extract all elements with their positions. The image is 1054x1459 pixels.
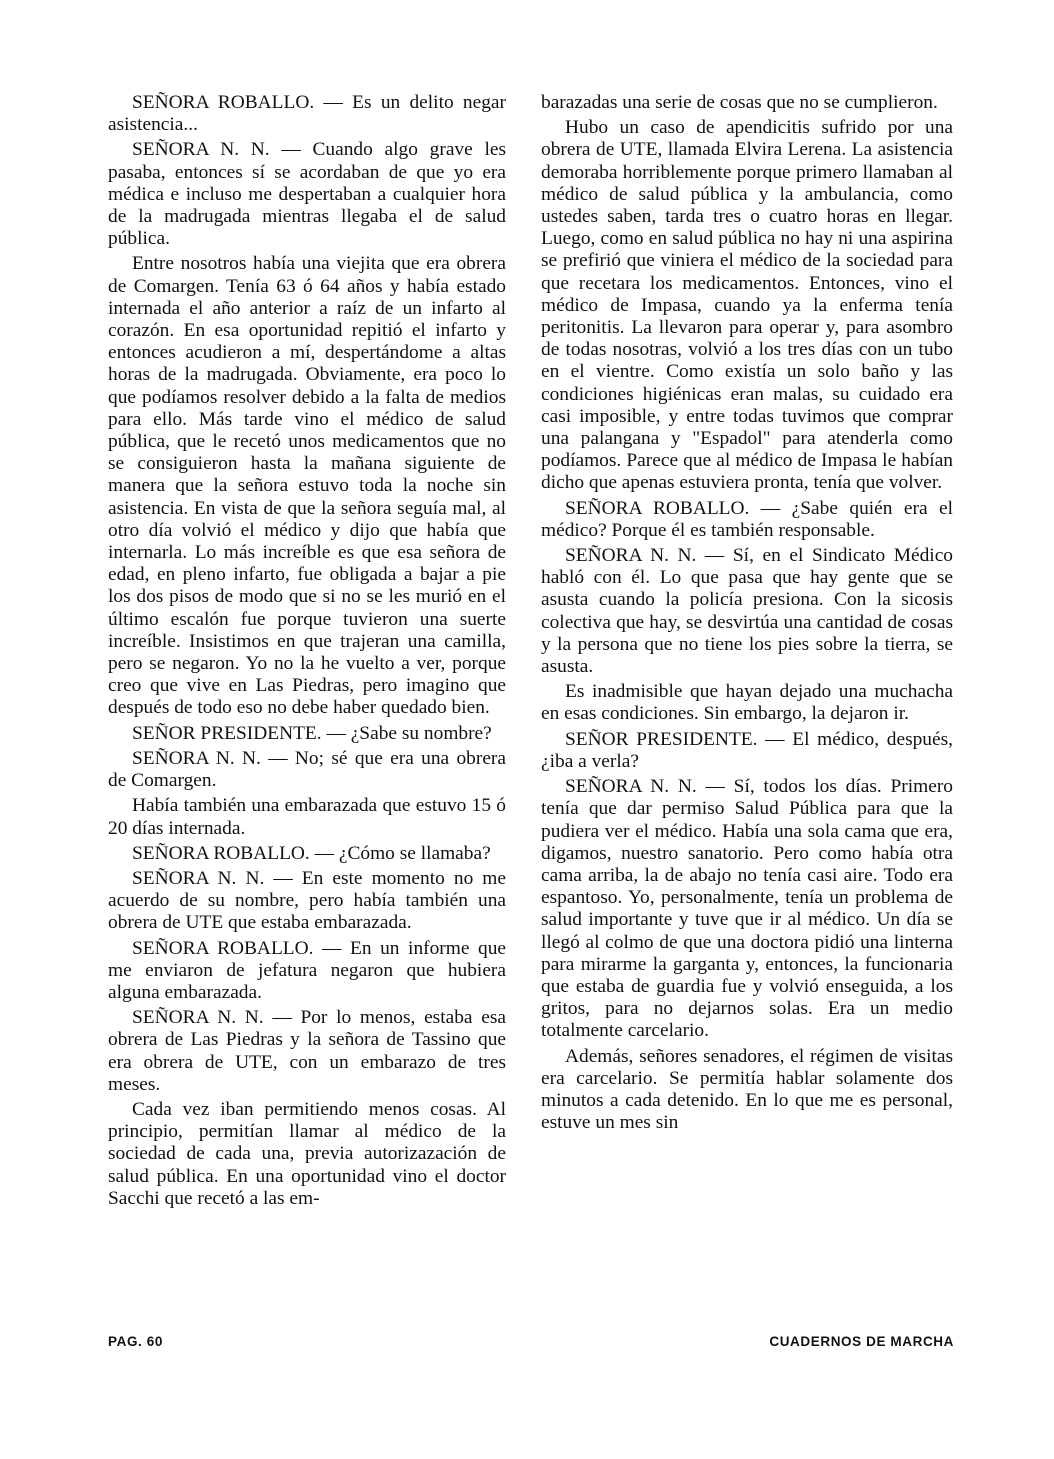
paragraph: Es inadmisible que hayan dejado una muchacha en esas condiciones. Sin embargo, la dejaron ir. (541, 681, 953, 725)
paragraph: SEÑORA N. N. — Por lo menos, estaba esa obrera de Las Piedras y la señora de Tassino que era obrera de UTE, con un embarazo de tres meses. (108, 1007, 506, 1095)
paragraph: SEÑORA N. N. — Cuando algo grave les pasaba, entonces sí se acordaban de que yo era médica e incluso me despertaban a cualquier hora de la madrugada mientras llegaba el de salud pública. (108, 139, 506, 250)
paragraph: Hubo un caso de apendicitis sufrido por una obrera de UTE, llamada Elvira Lerena. La asistencia demoraba horriblemente porque primero llamaban al médico de salud pública y la ambulancia, como ustedes saben, tarda tres o cuatro horas en llegar. Luego, como en salud pública no hay ni una aspirina se prefirió que viniera el médico de la sociedad para que recetara los medicamentos. Entonces, vino el médico de Impasa, cuando ya la enferma tenía peritonitis. La llevaron para operar y, para asombro de todas nosotras, volvió a los tres días con un tubo en el vientre. Como existía un solo baño y las condiciones higiénicas eran malas, su cuidado era casi imposible, y entre todas tuvimos que comprar una palangana y "Espadol" para atenderla como podíamos. Parece que al médico de Impasa le habían dicho que apenas estuviera pronta, tenía que volver. (541, 117, 953, 494)
paragraph: SEÑORA N. N. — Sí, todos los días. Primero tenía que dar permiso Salud Pública para que la pudiera ver el médico. Había una sola cama que era, digamos, nuestro sanatorio. Pero como había otra cama arriba, la de abajo no tenía casi aire. Todo era espantoso. Yo, personalmente, tenía un problema de salud importante y tuve que ir al médico. Un día se llegó al colmo de que una doctora pidió una linterna para mirarme la garganta y, entonces, la funcionaria que estaba de guardia fue y volvió enseguida, a los gritos, para no dejarnos solas. Era un medio totalmente carcelario. (541, 776, 953, 1042)
paragraph: SEÑOR PRESIDENTE. — El médico, después, ¿iba a verla? (541, 728, 953, 772)
paragraph: SEÑORA N. N. — No; sé que era una obrera de Comargen. (108, 747, 506, 792)
paragraph: SEÑORA ROBALLO. — ¿Cómo se llamaba? (132, 842, 491, 864)
page-number: PAG. 60 (108, 1334, 163, 1349)
paragraph: Había también una embarazada que estuvo 15 ó 20 días internada. (108, 795, 506, 839)
paragraph: Entre nosotros había una viejita que era obrera de Comargen. Tenía 63 ó 64 años y había estado internada el año anterior a raíz de un infarto al corazón. En esa oportunidad repitió el infarto y entonces acudieron a mí, despertándome a altas horas de la madrugada. Obviamente, era poco lo que podíamos resolver debido a la falta de medios para ello. Más tarde vino el médico de salud pública, que le recetó unos medicamentos que no se consiguieron hasta la mañana siguiente de manera que la señora estuvo toda la noche sin asistencia. En vista de que la señora seguía mal, al otro día volvió el médico y dijo que había que internarla. Lo más increíble es que esa señora de edad, en pleno infarto, fue obligada a bajar a pie los dos pisos de modo que si no se les murió en el último escalón fue porque tuvieron una suerte increíble. Insistimos en que trajeran una camilla, pero se negaron. Yo no la he vuelto a ver, porque creo que vive en Las Piedras, pero imagino que después de todo eso no debe haber quedado bien. (108, 253, 506, 719)
paragraph: SEÑORA N. N. — Sí, en el Sindicato Médico habló con él. Lo que pasa que hay gente que se asusta cuando la policía presiona. Con la sicosis colectiva que hay, se desvirtúa una cantidad de cosas y la persona que no tiene los pies sobre la tierra, se asusta. (541, 545, 953, 678)
paragraph: SEÑOR PRESIDENTE. — ¿Sabe su nombre? (132, 722, 492, 744)
left-column (108, 92, 506, 1213)
publication-name: CUADERNOS DE MARCHA (769, 1334, 954, 1349)
paragraph: SEÑORA ROBALLO. — Es un delito negar asistencia... (108, 92, 506, 136)
paragraph: SEÑORA ROBALLO. — ¿Sabe quién era el médico? Porque él es también responsable. (541, 497, 953, 541)
paragraph: SEÑORA N. N. — En este momento no me acuerdo de su nombre, pero había también una obrera de UTE que estaba embarazada. (108, 867, 506, 934)
paragraph: SEÑORA ROBALLO. — En un informe que me enviaron de jefatura negaron que hubiera alguna embarazada. (108, 937, 506, 1003)
paragraph: Además, señores senadores, el régimen de visitas era carcelario. Se permitía hablar solamente dos minutos a cada detenido. En lo que me es personal, estuve un mes sin (541, 1045, 953, 1134)
paragraph-continued: barazadas una serie de cosas que no se cumplieron. (541, 92, 938, 113)
right-column (541, 92, 953, 1137)
paragraph: Cada vez iban permitiendo menos cosas. Al principio, permitían llamar al médico de la sociedad de cada una, previa autorizazación de salud pública. En una oportunidad vino el doctor Sacchi que recetó a las em- (108, 1098, 506, 1209)
